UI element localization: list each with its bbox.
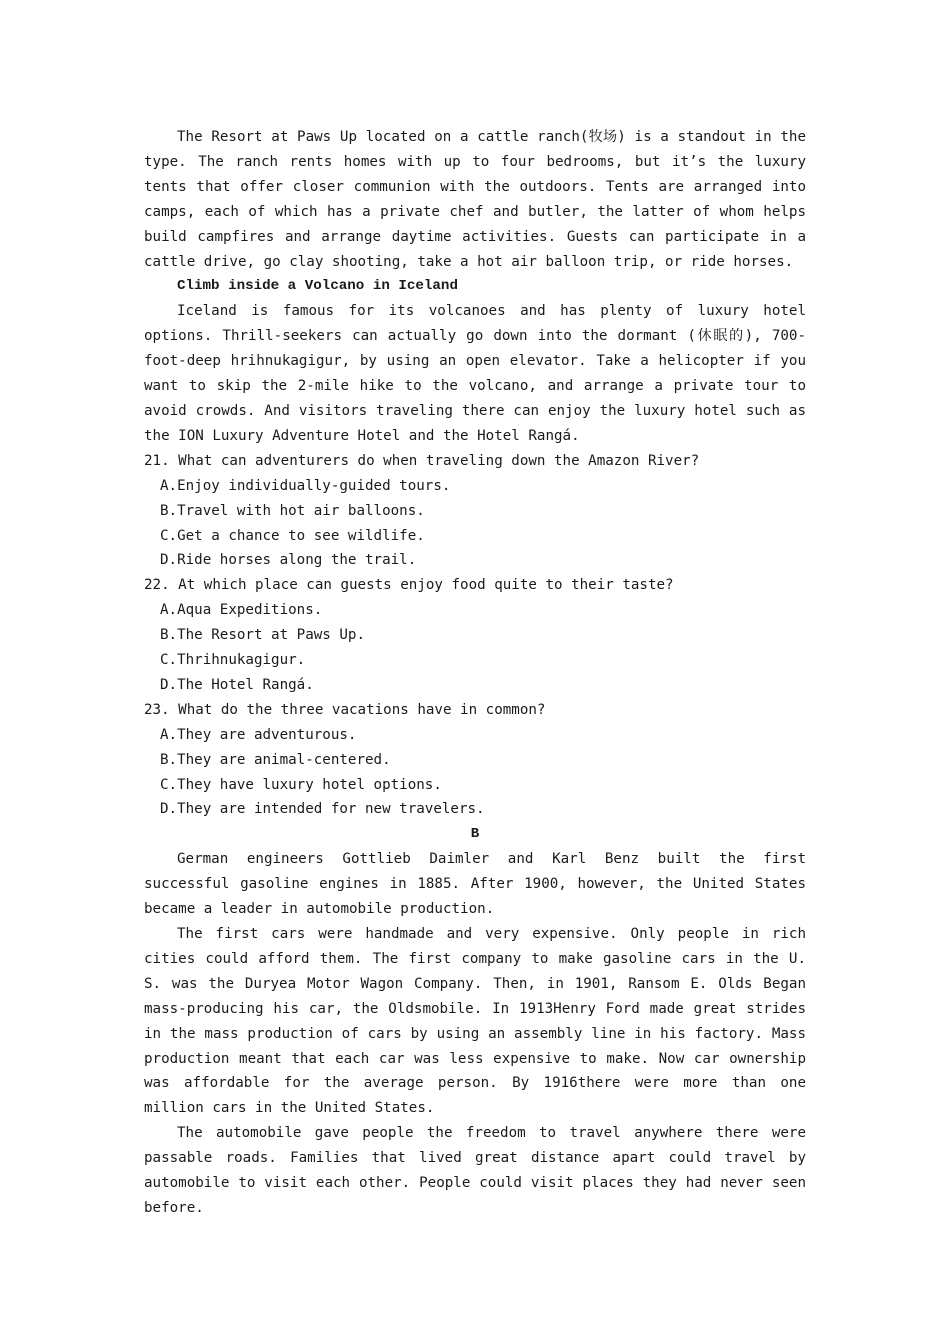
paragraph-freedom-travel: The automobile gave people the freedom to travel anywhere there were passable roads. Families that lived great distance apart could travel by automobile to visit each other. People could visit places they had never seen before. [144, 1125, 806, 1216]
question-22 [144, 573, 806, 698]
question-23 [144, 698, 806, 823]
option-a: A.Aqua Expeditions. [160, 602, 323, 619]
option-c: C.Thrihnukagigur. [160, 652, 306, 669]
option-c: C.Get a chance to see wildlife. [160, 527, 425, 544]
option-b: B.They are animal-centered. [160, 751, 391, 768]
heading-iceland: Climb inside a Volcano in Iceland [177, 278, 458, 295]
option-a: A.Enjoy individually-guided tours. [160, 477, 451, 494]
document-page [144, 125, 806, 1221]
question-stem: 23. What do the three vacations have in common? [144, 701, 546, 718]
question-21 [144, 449, 806, 574]
paragraph-resort-paws-up: The Resort at Paws Up located on a cattle ranch(牧场) is a standout in the type. The ranch rents homes with up to four bedrooms, but it’s the luxury tents that offer closer communion with the outdoors. Tents are arranged into camps, each of which has a private chef and butler, the latter of whom helps build campfires and arrange daytime activities. Guests can participate in a cattle drive, go clay shooting, take a hot air balloon trip, or ride horses. [144, 129, 806, 270]
question-stem: 22. At which place can guests enjoy food quite to their taste? [144, 577, 674, 594]
option-b: B.Travel with hot air balloons. [160, 502, 425, 519]
paragraph-engines-history: German engineers Gottlieb Daimler and Karl Benz built the first successful gasoline engines in 1885. After 1900, however, the United States became a leader in automobile production. [144, 851, 806, 918]
paragraph-first-cars: The first cars were handmade and very expensive. Only people in rich cities could afford them. The first company to make gasoline cars in the U. S. was the Duryea Motor Wagon Company. Then, in 1901, Ransom E. Olds Began mass-producing his car, the Oldsmobile. In 1913Henry Ford made great strides in the mass production of cars by using an assembly line in his factory. Mass production meant that each car was less expensive to make. Now car ownership was affordable for the average person. By 1916there were more than one million cars in the United States. [144, 926, 806, 1117]
option-d: D.Ride horses along the trail. [160, 552, 417, 569]
paragraph-iceland: Iceland is famous for its volcanoes and has plenty of luxury hotel options. Thrill-seekers can actually go down into the dormant (休眠的), 700-foot-deep hrihnukagigur, by using an open elevator. Take a helicopter if you want to skip the 2-mile hike to the volcano, and arrange a private tour to avoid crowds. And visitors traveling there can enjoy the luxury hotel such as the ION Luxury Adventure Hotel and the Hotel Rangá. [144, 303, 806, 444]
option-b: B.The Resort at Paws Up. [160, 627, 365, 644]
option-d: D.They are intended for new travelers. [160, 801, 485, 818]
section-b-label: B [470, 826, 480, 843]
option-a: A.They are adventurous. [160, 726, 357, 743]
option-c: C.They have luxury hotel options. [160, 776, 442, 793]
question-stem: 21. What can adventurers do when traveling down the Amazon River? [144, 452, 700, 469]
option-d: D.The Hotel Rangá. [160, 676, 314, 693]
